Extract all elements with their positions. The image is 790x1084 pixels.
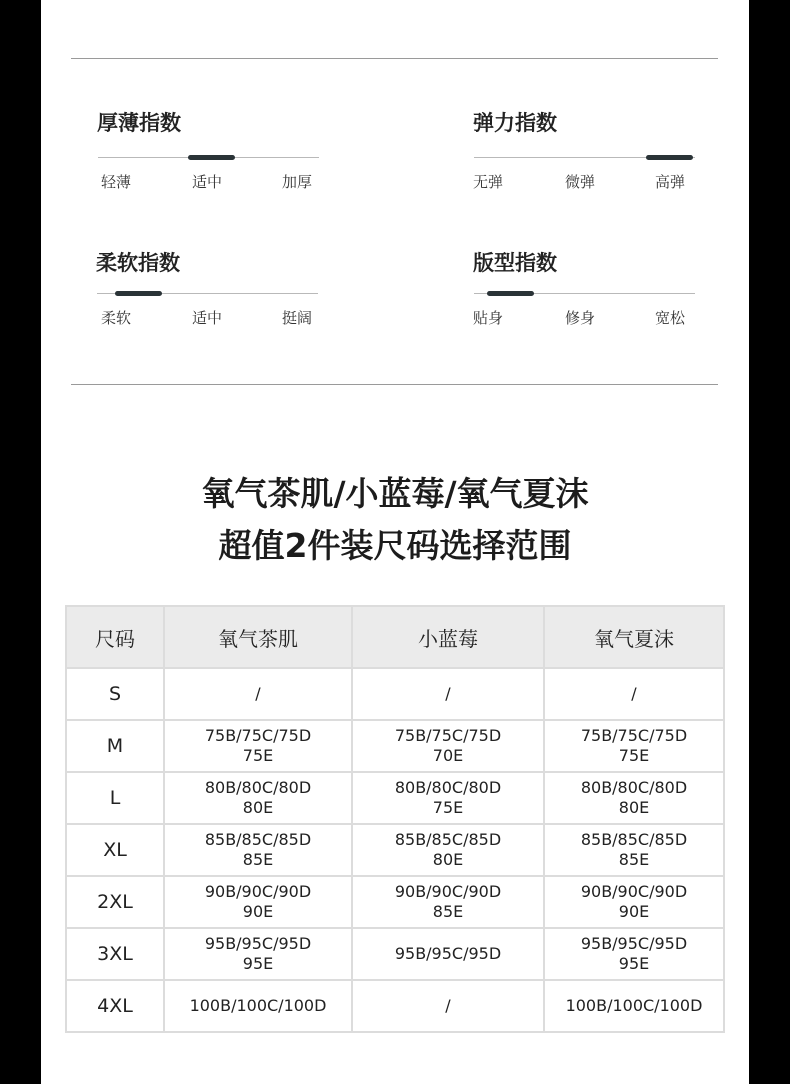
table-row: [66, 720, 724, 772]
size-cell: S: [66, 668, 164, 720]
size-cell: XL: [66, 824, 164, 876]
cell-line: 75B/75C/75D: [204, 726, 312, 745]
cell-line: 70E: [432, 746, 464, 765]
cell-line: 90B/90C/90D: [580, 882, 688, 901]
table-cell: [164, 980, 352, 1032]
metric-marker: [188, 155, 235, 160]
cell-line: 80E: [432, 850, 464, 869]
cell-line: 80B/80C/80D: [580, 778, 688, 797]
cell-line: 90E: [242, 902, 274, 921]
metric-label: 柔软: [101, 309, 132, 327]
cell-line: 85E: [618, 850, 650, 869]
cell-line: 95B/95C/95D: [204, 934, 312, 953]
metric-label: 微弹: [565, 173, 596, 191]
table-cell: [544, 668, 724, 720]
metric-label: 无弹: [473, 173, 504, 191]
table-header-row: [66, 606, 724, 668]
cell-line: /: [445, 996, 451, 1015]
cell-line: 85E: [242, 850, 274, 869]
header-product-2: 小蓝莓: [352, 606, 544, 668]
cell-line: 90E: [618, 902, 650, 921]
size-cell: 4XL: [66, 980, 164, 1032]
table-cell: [164, 876, 352, 928]
cell-line: 85E: [432, 902, 464, 921]
size-table: [65, 605, 725, 1033]
cell-line: 95B/95C/95D: [394, 944, 502, 963]
metric-title: 版型指数: [473, 251, 557, 275]
cell-line: /: [255, 684, 261, 703]
cell-line: 75E: [242, 746, 274, 765]
metric-label: 宽松: [655, 309, 686, 327]
size-cell: M: [66, 720, 164, 772]
metric-label: 高弹: [655, 173, 686, 191]
cell-line: 90B/90C/90D: [394, 882, 502, 901]
table-row: [66, 772, 724, 824]
cell-line: 85B/85C/85D: [580, 830, 688, 849]
table-cell: [352, 980, 544, 1032]
headline-line-1: 氧气茶肌/小蓝莓/氧气夏沫: [201, 474, 589, 513]
metric-label: 适中: [192, 173, 223, 191]
table-row: [66, 824, 724, 876]
table-row: [66, 980, 724, 1032]
table-row: [66, 668, 724, 720]
metric-title: 弹力指数: [473, 111, 557, 135]
header-size: 尺码: [66, 606, 164, 668]
table-cell: [352, 668, 544, 720]
metric-title: 柔软指数: [96, 251, 180, 275]
size-cell: L: [66, 772, 164, 824]
metric-label: 加厚: [282, 173, 313, 191]
table-cell: [352, 720, 544, 772]
metric-label: 贴身: [473, 309, 504, 327]
metric-label: 挺阔: [282, 309, 313, 327]
cell-line: 85B/85C/85D: [204, 830, 312, 849]
cell-line: 75E: [432, 798, 464, 817]
metric-label: 修身: [565, 309, 596, 327]
cell-line: 95E: [618, 954, 650, 973]
metric-marker: [487, 291, 534, 296]
header-product-1: 氧气茶肌: [164, 606, 352, 668]
cell-line: 90B/90C/90D: [204, 882, 312, 901]
middle-divider: [71, 384, 718, 385]
table-cell: [164, 772, 352, 824]
metric-marker: [646, 155, 693, 160]
size-cell: 2XL: [66, 876, 164, 928]
table-cell: [352, 772, 544, 824]
table-cell: [352, 928, 544, 980]
table-cell: [164, 668, 352, 720]
table-row: [66, 876, 724, 928]
size-cell: 3XL: [66, 928, 164, 980]
cell-line: 75B/75C/75D: [394, 726, 502, 745]
cell-line: 80B/80C/80D: [394, 778, 502, 797]
metric-marker: [115, 291, 162, 296]
metric-title: 厚薄指数: [97, 111, 181, 135]
table-cell: [544, 876, 724, 928]
cell-line: /: [631, 684, 637, 703]
cell-line: 100B/100C/100D: [565, 996, 703, 1015]
table-cell: [164, 720, 352, 772]
product-detail-page: [41, 0, 749, 1084]
table-cell: [544, 980, 724, 1032]
table-cell: [544, 824, 724, 876]
cell-line: 75B/75C/75D: [580, 726, 688, 745]
header-product-3: 氧气夏沫: [544, 606, 724, 668]
table-cell: [352, 876, 544, 928]
cell-line: 80E: [618, 798, 650, 817]
metric-label: 轻薄: [101, 173, 132, 191]
table-row: [66, 928, 724, 980]
cell-line: 95E: [242, 954, 274, 973]
table-cell: [544, 720, 724, 772]
cell-line: 80E: [242, 798, 274, 817]
cell-line: /: [445, 684, 451, 703]
cell-line: 80B/80C/80D: [204, 778, 312, 797]
cell-line: 75E: [618, 746, 650, 765]
cell-line: 100B/100C/100D: [189, 996, 327, 1015]
top-divider: [71, 58, 718, 59]
table-cell: [352, 824, 544, 876]
table-cell: [544, 928, 724, 980]
headline-line-2: 超值2件装尺码选择范围: [218, 526, 572, 565]
table-cell: [164, 928, 352, 980]
cell-line: 95B/95C/95D: [580, 934, 688, 953]
table-cell: [544, 772, 724, 824]
cell-line: 85B/85C/85D: [394, 830, 502, 849]
table-cell: [164, 824, 352, 876]
metric-label: 适中: [192, 309, 223, 327]
